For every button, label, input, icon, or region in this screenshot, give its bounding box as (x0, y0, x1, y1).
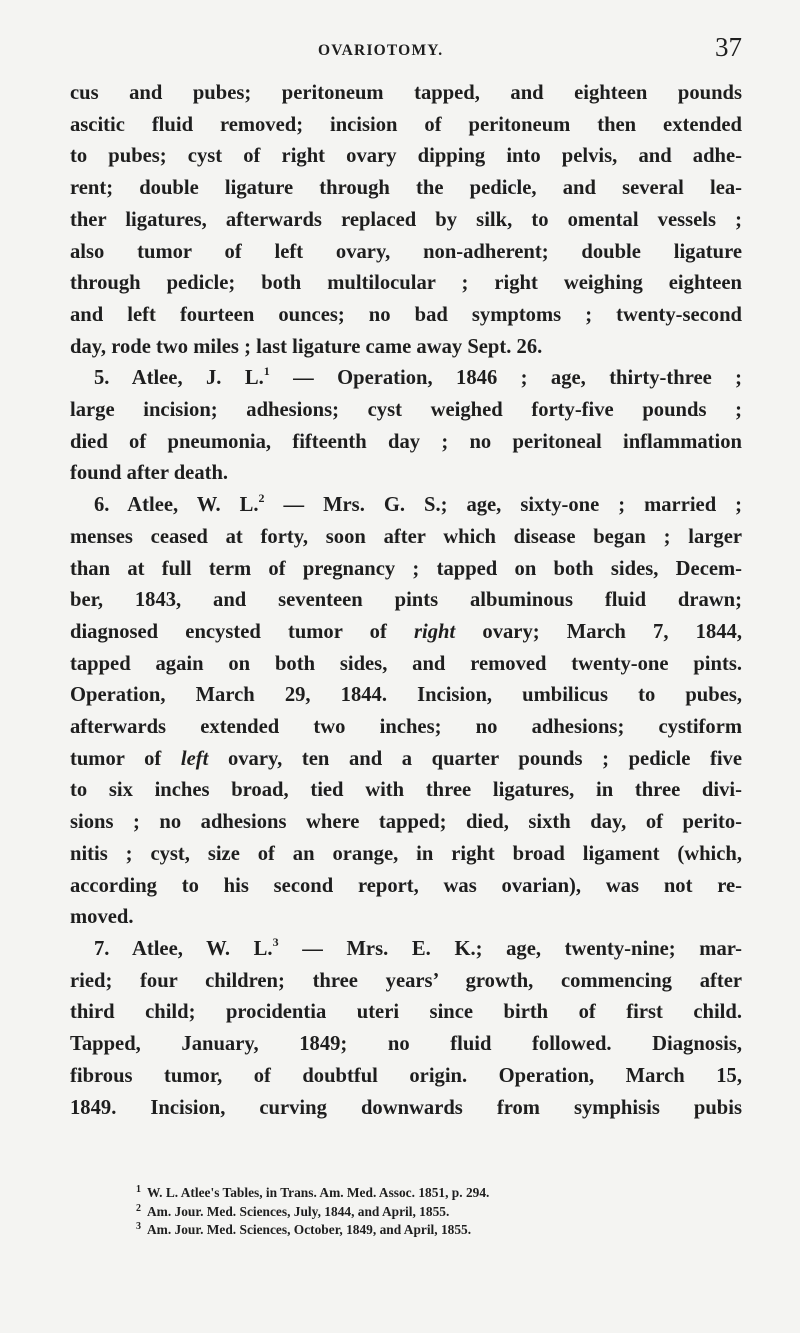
text-line: sions ; no adhesions where tapped; died, sixth day, of perito- (70, 811, 742, 834)
entry-6-first-line (70, 490, 742, 522)
footnote-ref-2: 2 (258, 491, 265, 506)
footnote-text: W. L. Atlee's Tables, in Trans. Am. Med. Assoc. 1851, p. 294. (147, 1185, 490, 1200)
entry-6-lead: 6. Atlee, W. L. (94, 494, 259, 517)
text-line: day, rode two miles ; last ligature came away Sept. 26. (70, 335, 543, 358)
entry-5-text: — Operation, 1846 ; age, thirty-three ; (269, 367, 742, 390)
text-line: Tapped, January, 1849; no fluid followed. Diagnosis, (70, 1033, 742, 1056)
text-line: found after death. (70, 462, 229, 485)
text-line: large incision; adhesions; cyst weighed forty-five pounds ; (70, 399, 742, 422)
text-line: ascitic fluid removed; incision of peritoneum then extended (70, 113, 742, 136)
text-line: afterwards extended two inches; no adhesions; cystiform (70, 716, 742, 739)
running-title: OVARIOTOMY. (318, 42, 444, 59)
text-line: tapped again on both sides, and removed twenty-one pints. (70, 652, 742, 675)
text-line: died of pneumonia, fifteenth day ; no peritoneal inflammation (70, 430, 742, 453)
running-head (70, 28, 742, 78)
footnote-ref-3: 3 (272, 934, 279, 949)
footnote (70, 1203, 720, 1222)
text-line: third child; procidentia uteri since birth of first child. (70, 1001, 742, 1024)
book-page (70, 28, 742, 1124)
text-line: nitis ; cyst, size of an orange, in right broad ligament (which, (70, 842, 742, 865)
text-line: than at full term of pregnancy ; tapped on both sides, Decem- (70, 557, 742, 580)
entry-5-first-line (70, 363, 742, 395)
text-line: menses ceased at forty, soon after which disease began ; larger (70, 525, 742, 548)
text-line: through pedicle; both multilocular ; right weighing eighteen (70, 272, 742, 295)
italic-right: right (414, 620, 456, 643)
text-line: Operation, March 29, 1844. Incision, umbilicus to pubes, (70, 684, 742, 707)
footnotes (70, 1184, 720, 1240)
text-line: diagnosed encysted tumor of right ovary; March 7, 1844, (70, 620, 742, 643)
text-line: tumor of left ovary, ten and a quarter pounds ; pedicle five (70, 747, 742, 770)
footnote-mark: 1 (136, 1184, 141, 1195)
entry-7-lead: 7. Atlee, W. L. (94, 937, 273, 960)
text-line: moved. (70, 906, 134, 929)
text-line: fibrous tumor, of doubtful origin. Operation, March 15, (70, 1064, 742, 1087)
italic-left: left (180, 747, 209, 770)
text-line: ther ligatures, afterwards replaced by silk, to omental vessels ; (70, 208, 742, 231)
text-line: ber, 1843, and seventeen pints albuminous fluid drawn; (70, 589, 742, 612)
entry-7-text: — Mrs. E. K.; age, twenty-nine; mar- (278, 937, 742, 960)
text-line: to pubes; cyst of right ovary dipping into pelvis, and adhe- (70, 145, 742, 168)
footnote (70, 1184, 720, 1203)
text-line: and left fourteen ounces; no bad symptoms ; twenty-second (70, 303, 742, 326)
footnote-mark: 3 (136, 1221, 141, 1232)
page-number: 37 (715, 32, 742, 62)
text-line: according to his second report, was ovarian), was not re- (70, 874, 742, 897)
footnote-mark: 2 (136, 1202, 141, 1214)
text-line: 1849. Incision, curving downwards from symphisis pubis (70, 1096, 742, 1119)
text-line: rent; double ligature through the pedicle, and several lea- (70, 177, 742, 200)
body-text (70, 78, 742, 1124)
entry-5-lead: 5. Atlee, J. L. (94, 367, 264, 390)
text-line: cus and pubes; peritoneum tapped, and eighteen pounds (70, 82, 742, 104)
entry-6-text: — Mrs. G. S.; age, sixty-one ; married ; (264, 494, 742, 517)
footnote-text: Am. Jour. Med. Sciences, July, 1844, and April, 1855. (147, 1203, 450, 1219)
text-line: to six inches broad, tied with three ligatures, in three divi- (70, 779, 742, 802)
footnote (70, 1221, 720, 1240)
footnote-text: Am. Jour. Med. Sciences, October, 1849, and April, 1855. (147, 1222, 472, 1237)
text-line: ried; four children; three years’ growth, commencing after (70, 969, 742, 992)
entry-7-first-line (70, 934, 742, 966)
footnote-ref-1: 1 (263, 364, 270, 379)
text-line: also tumor of left ovary, non-adherent; double ligature (70, 240, 742, 263)
